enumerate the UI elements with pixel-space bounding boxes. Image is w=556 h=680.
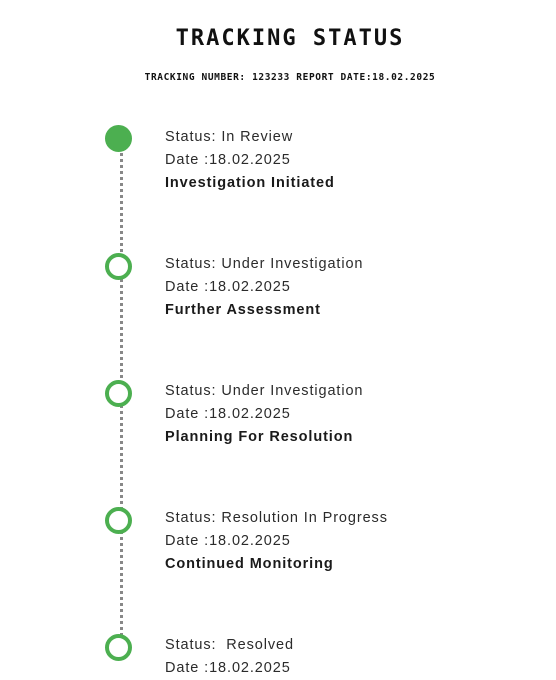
pending-status-dot-icon xyxy=(105,507,132,534)
pending-status-dot-icon xyxy=(105,634,132,661)
step-date: Date :18.02.2025 xyxy=(165,660,291,676)
step-status: Status: Under Investigation xyxy=(165,383,364,399)
pending-status-dot-icon xyxy=(105,380,132,407)
step-status: Status: In Review xyxy=(165,129,294,145)
step-details xyxy=(165,634,294,680)
step-title: Planning For Resolution xyxy=(165,429,354,445)
step-date: Date :18.02.2025 xyxy=(165,406,291,422)
step-title: Investigation Initiated xyxy=(165,175,335,191)
step-title: Continued Monitoring xyxy=(165,556,334,572)
step-title: Further Assessment xyxy=(165,302,321,318)
pending-status-dot-icon xyxy=(105,253,132,280)
completed-status-dot-icon xyxy=(105,125,132,152)
step-details xyxy=(165,126,335,195)
step-status: Status: Under Investigation xyxy=(165,256,364,272)
page-title: TRACKING STATUS xyxy=(175,26,405,51)
step-status: Status: Resolved xyxy=(165,637,294,653)
step-date: Date :18.02.2025 xyxy=(165,152,291,168)
step-status: Status: Resolution In Progress xyxy=(165,510,388,526)
step-details xyxy=(165,380,363,449)
step-details xyxy=(165,253,363,322)
step-date: Date :18.02.2025 xyxy=(165,533,291,549)
tracking-info: TRACKING NUMBER: 123233 REPORT DATE:18.02.2025 xyxy=(144,72,436,83)
step-details xyxy=(165,507,388,576)
step-date: Date :18.02.2025 xyxy=(165,279,291,295)
